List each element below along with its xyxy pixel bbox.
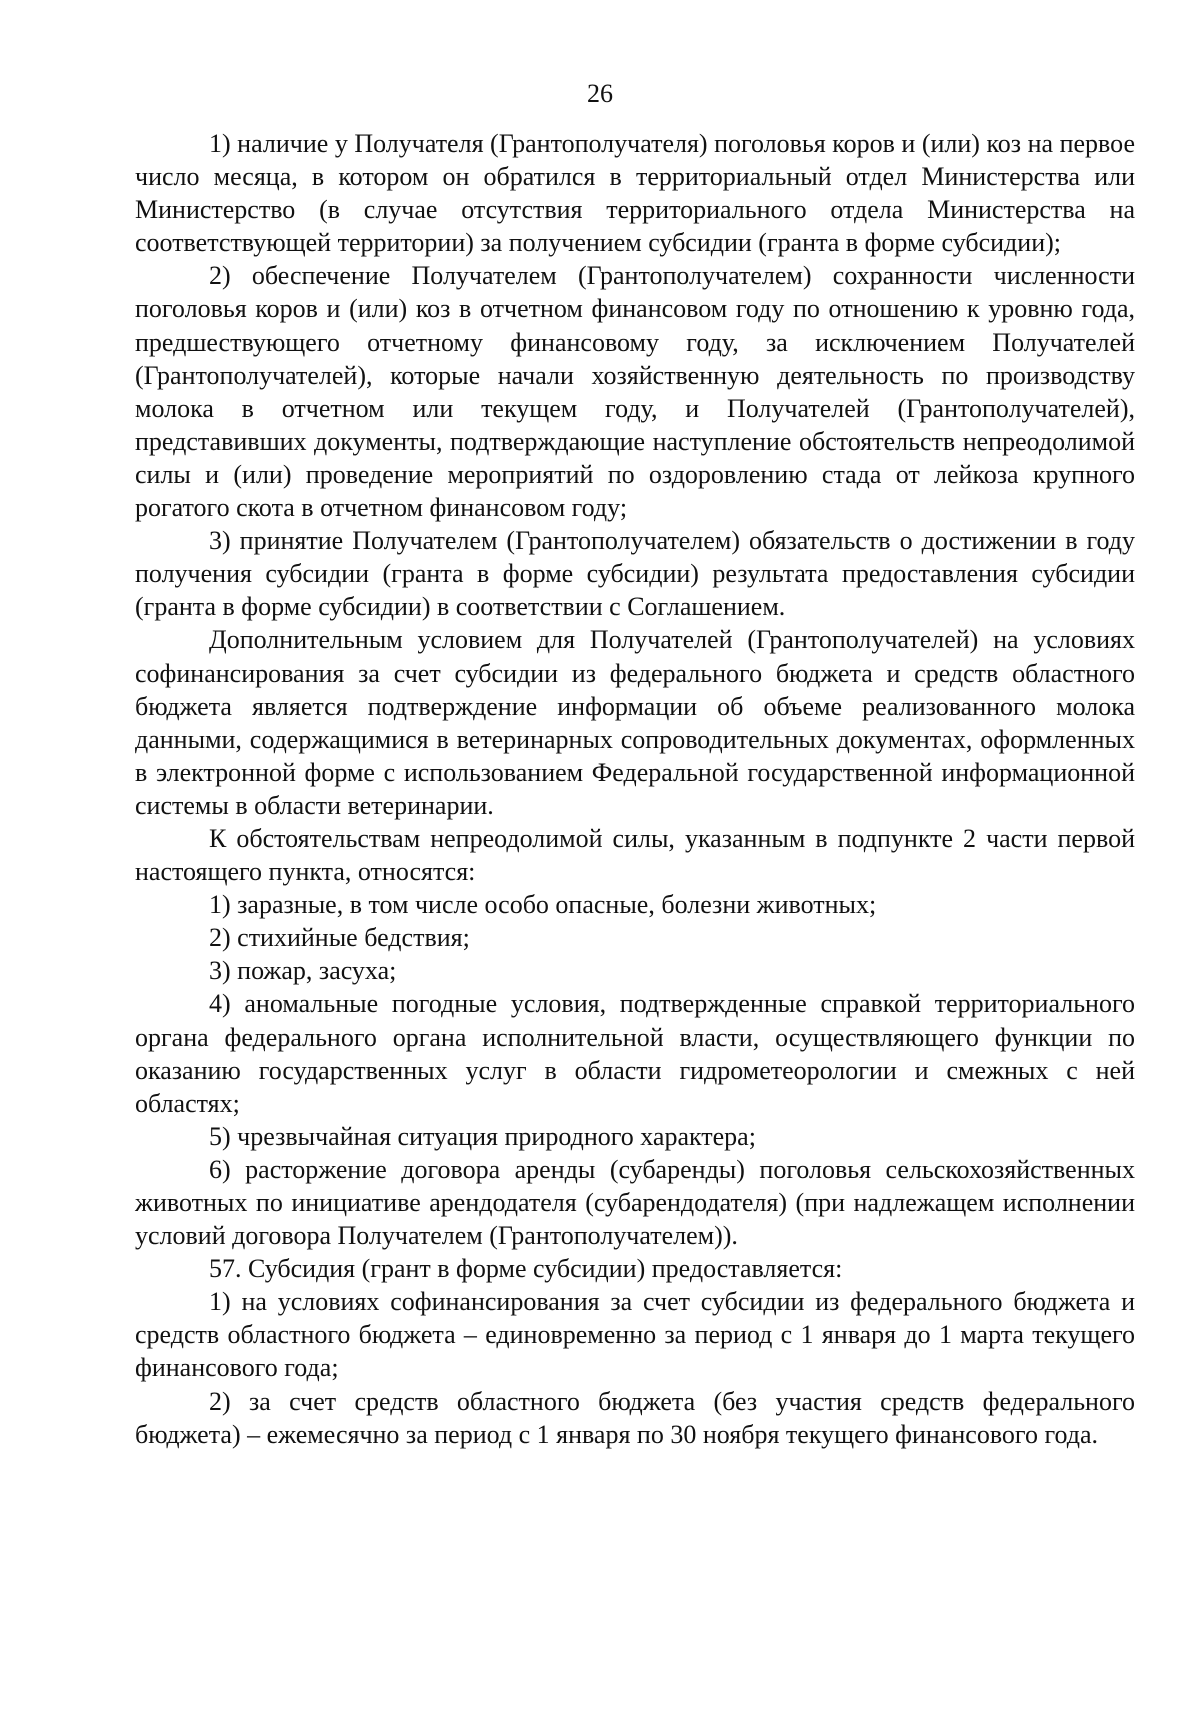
paragraph-additional-condition: Дополнительным условием для Получателей (Грантополучателей) на условиях софинансирования за счет субсидии из федерального бюджета и средств областного бюджета является подтверждение информации об объеме реализованного молока данными, содержащимися в ветеринарных сопроводительных документах, оформленных в электронной форме с использованием Федеральной государственной информационной системы в области ветеринарии.: [135, 625, 1135, 820]
page-number: 26: [587, 79, 613, 108]
paragraph-subitem-3: 3) принятие Получателем (Грантополучателем) обязательств о достижении в году получения субсидии (гранта в форме субсидии) результата предоставления субсидии (гранта в форме субсидии) в соответствии с Соглашением.: [135, 526, 1135, 622]
list-item-force-majeure-6: 6) расторжение договора аренды (субаренды) поголовья сельскохозяйственных животных по инициативе арендодателя (субарендодателя) (при надлежащем исполнении условий договора Получателем (Грантополучателем)).: [135, 1154, 1135, 1251]
list-item-force-majeure-5: 5) чрезвычайная ситуация природного характера;: [209, 1121, 756, 1151]
list-item-force-majeure-1: 1) заразные, в том числе особо опасные, болезни животных;: [209, 890, 877, 920]
list-item-clause-57-2: 2) за счет средств областного бюджета (без участия средств федерального бюджета) – ежемесячно за период с 1 января по 30 ноября текущего финансового года.: [135, 1386, 1135, 1449]
paragraph-subitem-1: 1) наличие у Получателя (Грантополучателя) поголовья коров и (или) коз на первое число месяца, в котором он обратился в территориальный отдел Министерства или Министерство (в случае отсутствия территориального отдела Министерства на соответствующей территории) за получением субсидии (гранта в форме субсидии);: [135, 129, 1135, 258]
list-item-force-majeure-3: 3) пожар, засуха;: [209, 956, 397, 986]
list-item-clause-57-1: 1) на условиях софинансирования за счет субсидии из федерального бюджета и средств областного бюджета – единовременно за период с 1 января до 1 марта текущего финансового года;: [135, 1287, 1135, 1383]
list-item-force-majeure-2: 2) стихийные бедствия;: [209, 923, 470, 953]
paragraph-force-majeure-intro: К обстоятельствам непреодолимой силы, указанным в подпункте 2 части первой настоящего пункта, относятся:: [135, 823, 1135, 887]
document-body: [135, 127, 1135, 1451]
paragraph-subitem-2: 2) обеспечение Получателем (Грантополучателем) сохранности численности поголовья коров и (или) коз в отчетном финансовом году по отношению к уровню года, предшествующего отчетному финансовому году, за исключением Получателей (Грантополучателей), которые начали хозяйственную деятельность по производству молока в отчетном или текущем году, и Получателей (Грантополучателей), представивших документы, подтверждающие наступление обстоятельств непреодолимой силы и (или) проведение мероприятий по оздоровлению стада от лейкоза крупного рогатого скота в отчетном финансовом году;: [135, 261, 1135, 523]
paragraph-clause-57: 57. Субсидия (грант в форме субсидии) предоставляется:: [209, 1254, 843, 1284]
list-item-force-majeure-4: 4) аномальные погодные условия, подтвержденные справкой территориального органа федерального органа исполнительной власти, осуществляющего функции по оказанию государственных услуг в области гидрометеорологии и смежных с ней областях;: [135, 989, 1135, 1118]
